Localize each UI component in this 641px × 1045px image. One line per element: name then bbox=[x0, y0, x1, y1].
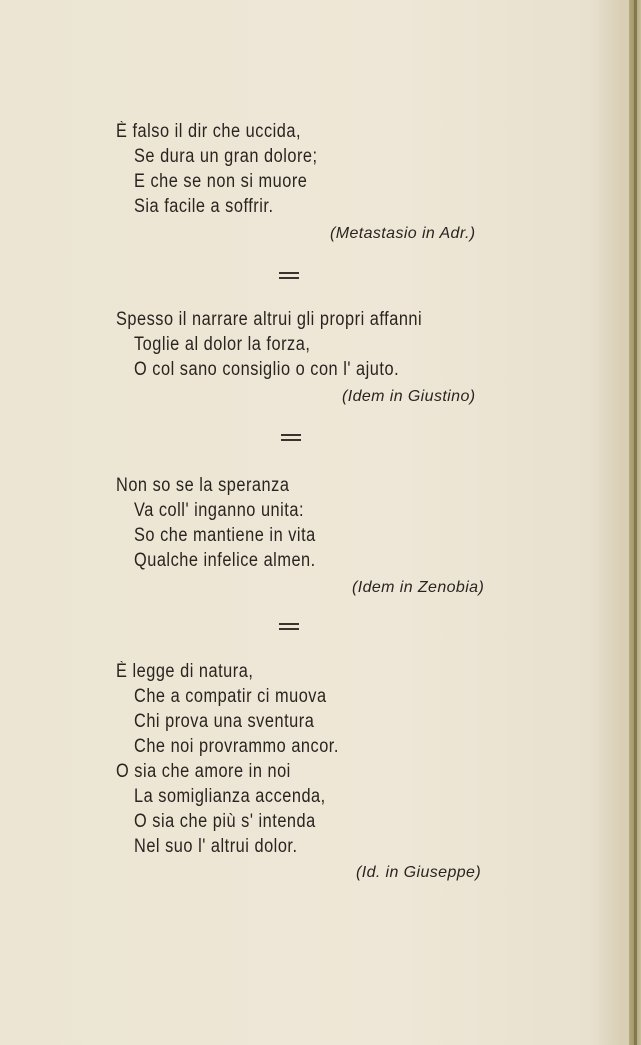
verse-line: Qualche infelice almen. bbox=[134, 550, 316, 571]
verse-line: Non so se la speranza bbox=[116, 475, 290, 496]
page-edge-shadow bbox=[634, 0, 637, 1045]
citation: (Idem in Zenobia) bbox=[352, 579, 485, 596]
verse-line: È legge di natura, bbox=[116, 661, 254, 682]
verse-line: Se dura un gran dolore; bbox=[134, 146, 318, 167]
verse-line: So che mantiene in vita bbox=[134, 525, 316, 546]
verse-line: Chi prova una sventura bbox=[134, 711, 315, 732]
verse-line: O col sano consiglio o con l' ajuto. bbox=[134, 359, 400, 380]
verse-line: O sia che più s' intenda bbox=[134, 811, 316, 832]
verse-line: Va coll' inganno unita: bbox=[134, 500, 305, 521]
separator bbox=[279, 621, 301, 633]
verse-line: O sia che amore in noi bbox=[116, 761, 291, 782]
verse-line: E che se non si muore bbox=[134, 171, 308, 192]
separator bbox=[279, 270, 301, 282]
citation: (Idem in Giustino) bbox=[342, 388, 476, 405]
verse-line: Che a compatir ci muova bbox=[134, 686, 327, 707]
separator bbox=[281, 432, 303, 444]
verse-line: Sia facile a soffrir. bbox=[134, 196, 274, 217]
verse-line: Che noi provrammo ancor. bbox=[134, 736, 339, 757]
verse-line: Nel suo l' altrui dolor. bbox=[134, 836, 298, 857]
verse-line: Toglie al dolor la forza, bbox=[134, 334, 311, 355]
citation: (Id. in Giuseppe) bbox=[356, 864, 482, 881]
citation: (Metastasio in Adr.) bbox=[330, 225, 476, 242]
verse-line: Spesso il narrare altrui gli propri affanni bbox=[116, 309, 423, 330]
verse-line: È falso il dir che uccida, bbox=[116, 121, 302, 142]
verse-line: La somiglianza accenda, bbox=[134, 786, 326, 807]
